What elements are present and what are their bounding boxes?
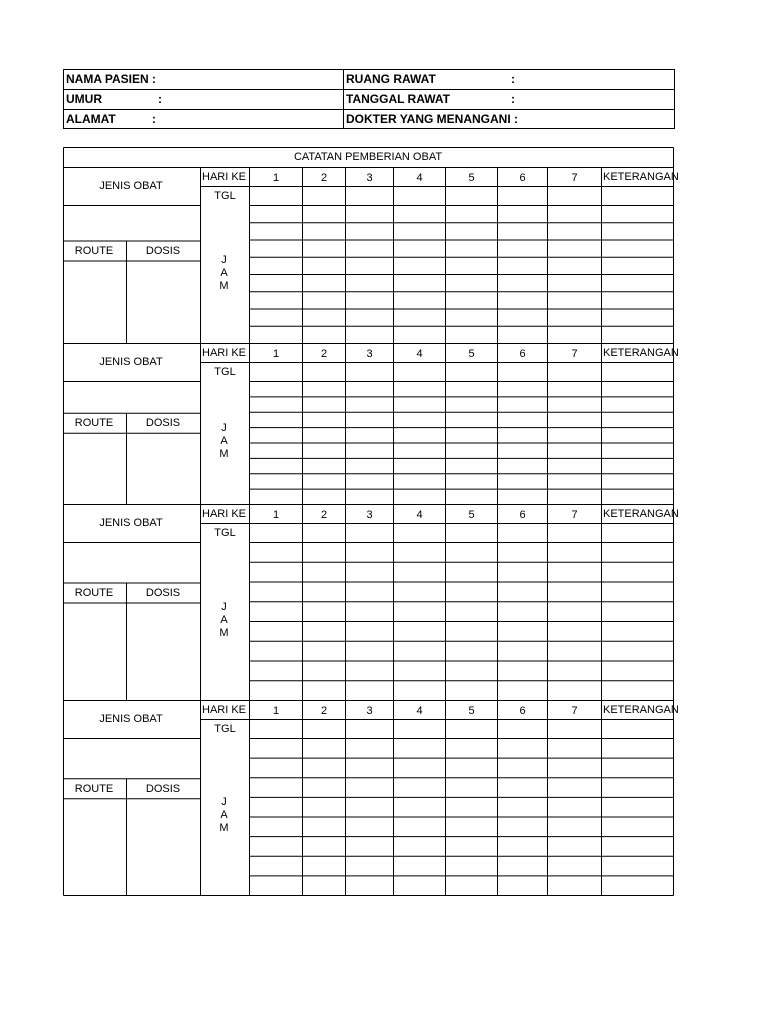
day-number: 5 (468, 347, 475, 360)
dosis-label: DOSIS (145, 245, 181, 257)
keterangan-label: KETERANGAN (603, 703, 679, 716)
jam-letter: A (220, 613, 228, 626)
hari-ke-label: HARI KE (202, 703, 247, 716)
day-number: 6 (519, 508, 526, 521)
tanggal-rawat-colon: : (511, 92, 515, 106)
umur-label: UMUR (66, 92, 102, 106)
day-number: 2 (320, 508, 328, 521)
day-number: 7 (571, 347, 578, 360)
dosis-label: DOSIS (145, 587, 181, 599)
jam-letter: J (221, 422, 227, 434)
alamat-label: ALAMAT (66, 112, 116, 126)
tgl-label: TGL (214, 189, 236, 202)
jam-letter: J (221, 253, 227, 266)
jam-letter: J (221, 600, 227, 613)
jam-letter: A (220, 266, 228, 279)
nama-pasien-label: NAMA PASIEN : (66, 72, 156, 86)
jenis-obat-label: JENIS OBAT (99, 355, 163, 368)
ruang-rawat-colon: : (511, 72, 515, 86)
tgl-label: TGL (214, 526, 236, 539)
jam-letter: M (219, 448, 229, 460)
jam-letter: J (221, 796, 227, 808)
route-label: ROUTE (74, 417, 114, 430)
hari-ke-label: HARI KE (202, 170, 247, 183)
route-label: ROUTE (74, 587, 114, 599)
day-number: 4 (416, 508, 423, 521)
tanggal-rawat-label: TANGGAL RAWAT (346, 92, 450, 106)
day-number: 7 (571, 171, 578, 184)
day-number: 5 (468, 704, 475, 717)
day-number: 4 (416, 704, 423, 717)
day-number: 7 (571, 704, 578, 717)
hari-ke-label: HARI KE (202, 507, 247, 520)
day-number: 2 (320, 171, 328, 184)
day-number: 6 (519, 704, 526, 717)
jam-letter: M (219, 626, 229, 639)
day-number: 6 (519, 347, 526, 360)
jam-letter: A (220, 809, 228, 821)
keterangan-label: KETERANGAN (603, 507, 679, 520)
day-number: 4 (416, 347, 423, 360)
day-number: 3 (366, 347, 373, 360)
day-number: 3 (366, 508, 373, 521)
jenis-obat-label: JENIS OBAT (99, 179, 163, 192)
jenis-obat-label: JENIS OBAT (99, 712, 163, 725)
day-number: 1 (272, 347, 280, 360)
keterangan-label: KETERANGAN (603, 346, 679, 359)
day-number: 2 (320, 347, 328, 360)
day-number: 5 (468, 508, 475, 521)
ruang-rawat-label: RUANG RAWAT (346, 72, 436, 86)
jam-letter: A (220, 435, 228, 447)
day-number: 1 (272, 508, 280, 521)
day-number: 3 (366, 704, 373, 717)
alamat-colon: : (152, 112, 156, 126)
jam-letter: M (219, 279, 229, 292)
jenis-obat-label: JENIS OBAT (99, 516, 163, 529)
day-number: 3 (366, 171, 373, 184)
dosis-label: DOSIS (145, 782, 181, 795)
tgl-label: TGL (214, 722, 236, 735)
umur-colon: : (158, 92, 162, 106)
day-number: 2 (320, 704, 328, 717)
keterangan-label: KETERANGAN (603, 170, 679, 183)
table-title: CATATAN PEMBERIAN OBAT (293, 151, 443, 163)
day-number: 5 (468, 171, 475, 184)
jam-letter: M (219, 822, 229, 834)
dosis-label: DOSIS (145, 417, 181, 430)
day-number: 7 (571, 508, 578, 521)
hari-ke-label: HARI KE (202, 346, 247, 359)
tgl-label: TGL (214, 365, 236, 378)
dokter-label: DOKTER YANG MENANGANI : (346, 112, 519, 126)
day-number: 6 (519, 171, 526, 184)
day-number: 1 (272, 171, 280, 184)
route-label: ROUTE (74, 245, 114, 257)
route-label: ROUTE (74, 782, 114, 795)
day-number: 1 (272, 704, 280, 717)
day-number: 4 (416, 171, 423, 184)
